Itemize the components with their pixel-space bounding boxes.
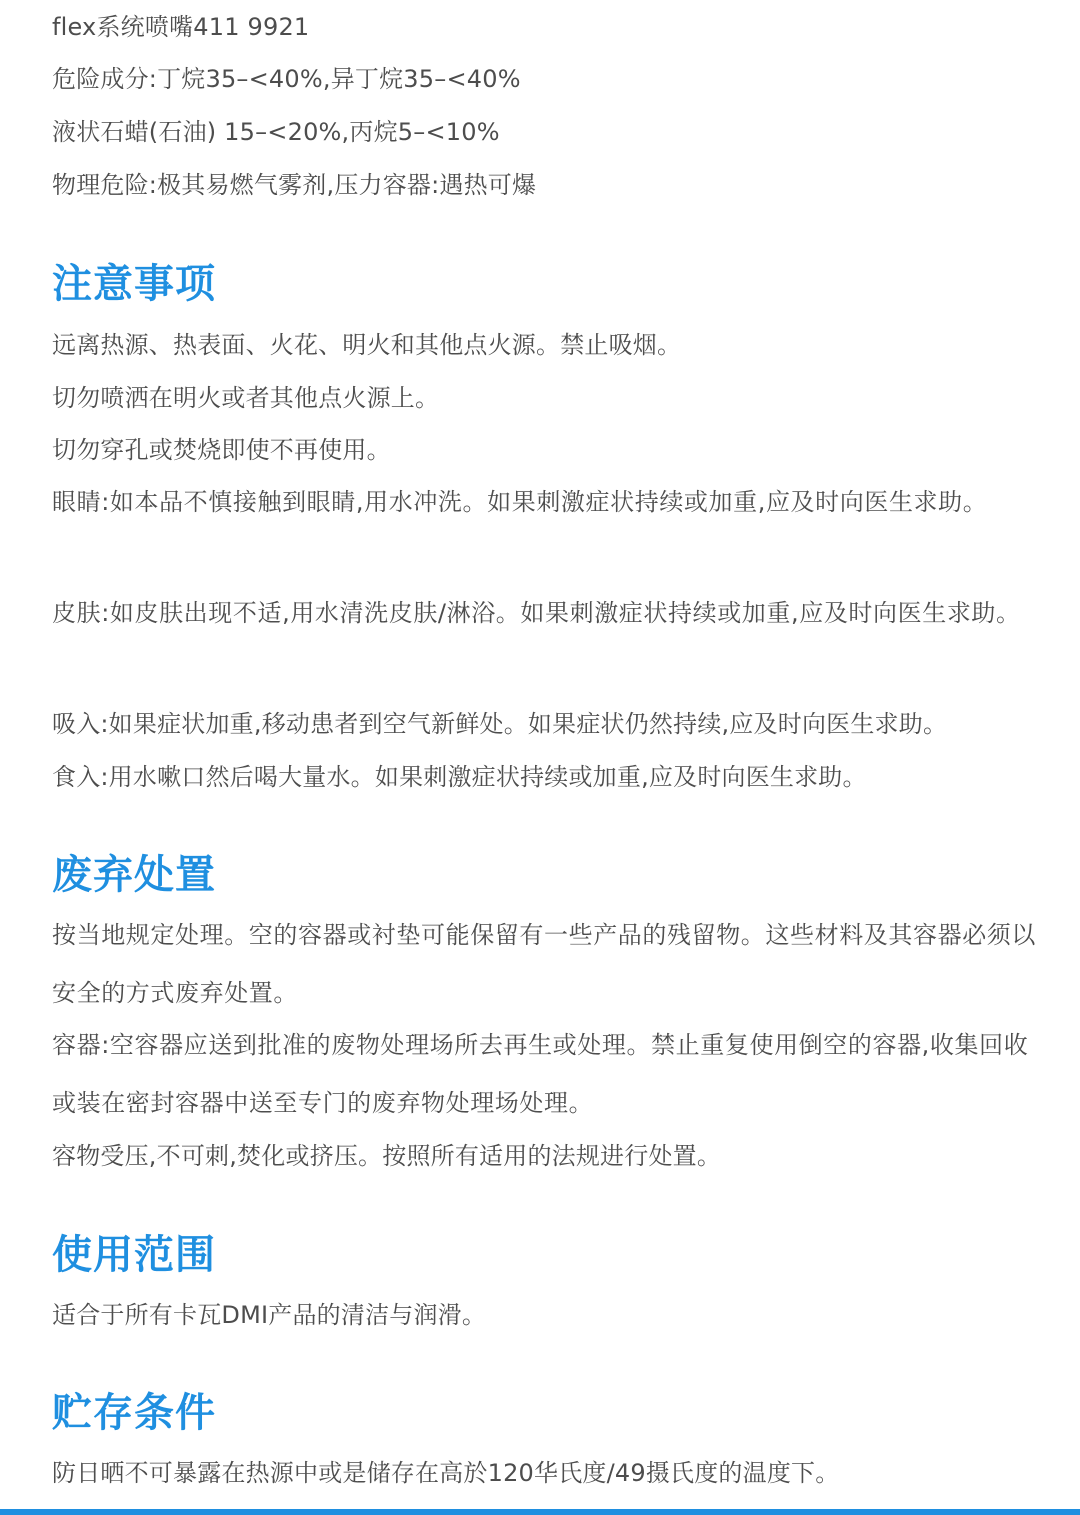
usage-heading: 使用范围 [52,1232,216,1278]
hazard-ingredients-1: 危险成分:丁烷35–<40%,异丁烷35–<40% [52,65,521,93]
storage-line: 防日晒不可暴露在热源中或是储存在高於120华氏度/49摄氏度的温度下。 [52,1459,840,1487]
disposal-container: 容器:空容器应送到批准的废物处理场所去再生或处理。禁止重复使用倒空的容器,收集回收或装在密封容器中送至专门的废弃物处理场处理。 [52,1031,1029,1117]
precaution-ingestion: 食入:用水嗽口然后喝大量水。如果刺激症状持续或加重,应及时向医生求助。 [52,763,867,791]
disposal-heading: 废弃处置 [52,852,216,898]
disposal-line: 按当地规定处理。空的容器或衬垫可能保留有一些产品的残留物。这些材料及其容器必须以安全的方式废弃处置。 [52,921,1036,1007]
precaution-skin: 皮肤:如皮肤出现不适,用水清洗皮肤/淋浴。如果刺激症状持续或加重,应及时向医生求助。 [52,599,1021,627]
precaution-line: 切勿穿孔或焚烧即使不再使用。 [52,436,391,464]
hazard-ingredients-2: 液状石蜡(石油) 15–<20%,丙烷5–<10% [52,118,500,146]
physical-hazard: 物理危险:极其易燃气雾剂,压力容器:遇热可爆 [52,171,537,199]
usage-line: 适合于所有卡瓦DMI产品的清洁与润滑。 [52,1301,487,1329]
precaution-eyes: 眼睛:如本品不慎接触到眼睛,用水冲洗。如果刺激症状持续或加重,应及时向医生求助。 [52,488,988,516]
product-name: flex系统喷嘴411 9921 [52,13,310,41]
bottom-divider [0,1509,1080,1515]
disposal-pressure: 容物受压,不可刺,焚化或挤压。按照所有适用的法规进行处置。 [52,1142,722,1170]
precaution-line: 切勿喷洒在明火或者其他点火源上。 [52,384,440,412]
precaution-inhalation: 吸入:如果症状加重,移动患者到空气新鲜处。如果症状仍然持续,应及时向医生求助。 [52,710,948,738]
precaution-line: 远离热源、热表面、火花、明火和其他点火源。禁止吸烟。 [52,331,682,359]
precautions-heading: 注意事项 [52,261,216,307]
storage-heading: 贮存条件 [52,1390,216,1436]
